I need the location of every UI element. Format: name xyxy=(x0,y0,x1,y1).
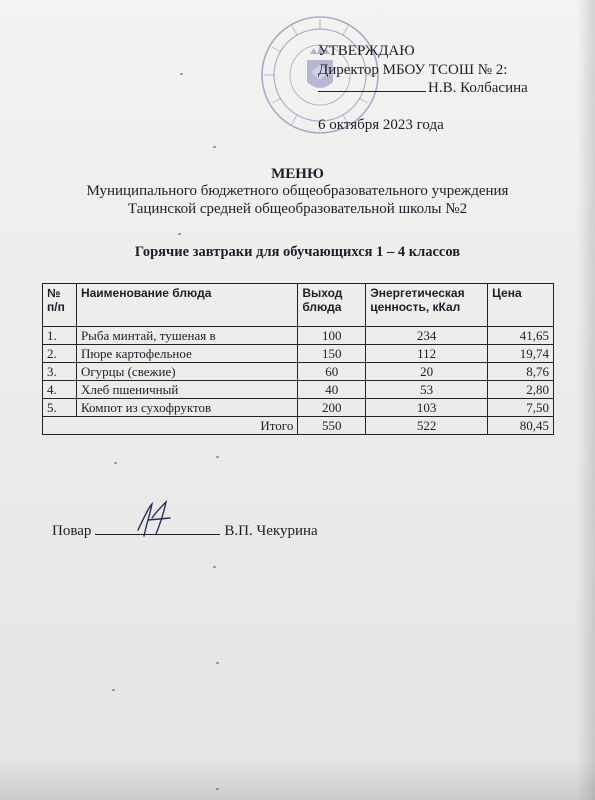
paper-speck xyxy=(213,566,216,568)
total-label: Итого xyxy=(43,417,298,435)
header-name: Наименование блюда xyxy=(76,284,297,327)
row-output: 40 xyxy=(298,381,366,399)
director-signature-underline xyxy=(318,91,426,92)
approval-director: Директор МБОУ ТСОШ № 2: xyxy=(318,62,508,78)
total-output: 550 xyxy=(298,417,366,435)
row-energy: 112 xyxy=(366,345,488,363)
cook-signature-underline xyxy=(95,520,220,535)
row-price: 19,74 xyxy=(488,345,554,363)
row-num: 1. xyxy=(43,327,77,345)
row-dish-name: Огурцы (свежие) xyxy=(76,363,297,381)
row-output: 60 xyxy=(298,363,366,381)
paper-speck xyxy=(112,689,115,691)
row-dish-name: Рыба минтай, тушеная в xyxy=(76,327,297,345)
row-num: 4. xyxy=(43,381,77,399)
row-energy: 103 xyxy=(366,399,488,417)
cook-signature-block xyxy=(52,520,318,540)
table-row xyxy=(43,381,554,399)
row-output: 150 xyxy=(298,345,366,363)
table-total-row xyxy=(43,417,554,435)
table-row xyxy=(43,399,554,417)
approval-heading: УТВЕРЖДАЮ xyxy=(318,43,415,59)
paper-speck xyxy=(180,73,183,75)
organization-line-1: Муниципального бюджетного общеобразовательного учреждения xyxy=(86,183,509,199)
cook-name: В.П. Чекурина xyxy=(224,523,318,539)
table-row xyxy=(43,345,554,363)
row-energy: 53 xyxy=(366,381,488,399)
organization-line-2: Тацинской средней общеобразовательной школы №2 xyxy=(127,201,468,217)
row-price: 7,50 xyxy=(488,399,554,417)
menu-subtitle: Горячие завтраки для обучающихся 1 – 4 классов xyxy=(134,244,461,260)
row-dish-name: Хлеб пшеничный xyxy=(76,381,297,399)
page-edge-shadow xyxy=(577,0,595,800)
paper-speck xyxy=(213,146,216,148)
page-bottom-shadow xyxy=(0,760,595,800)
row-num: 3. xyxy=(43,363,77,381)
approval-block xyxy=(318,42,528,97)
director-name: Н.В. Колбасина xyxy=(428,80,528,96)
total-energy: 522 xyxy=(366,417,488,435)
row-output: 200 xyxy=(298,399,366,417)
header-energy: Энергетическая ценность, кКал xyxy=(366,284,488,327)
table-row xyxy=(43,363,554,381)
header-num: № п/п xyxy=(43,284,77,327)
row-price: 8,76 xyxy=(488,363,554,381)
paper-speck xyxy=(216,662,219,664)
row-energy: 234 xyxy=(366,327,488,345)
approval-date: 6 октября 2023 года xyxy=(318,117,444,133)
approval-signature-line xyxy=(318,79,528,97)
row-dish-name: Компот из сухофруктов xyxy=(76,399,297,417)
paper-speck xyxy=(178,233,181,235)
row-price: 41,65 xyxy=(488,327,554,345)
paper-speck xyxy=(114,462,117,464)
row-num: 2. xyxy=(43,345,77,363)
header-output: Выход блюда xyxy=(298,284,366,327)
paper-speck xyxy=(216,456,219,458)
header-price: Цена xyxy=(488,284,554,327)
total-price: 80,45 xyxy=(488,417,554,435)
row-num: 5. xyxy=(43,399,77,417)
cook-label: Повар xyxy=(52,523,92,539)
menu-table xyxy=(42,283,554,435)
row-energy: 20 xyxy=(366,363,488,381)
table-header-row xyxy=(43,284,554,327)
menu-title: МЕНЮ xyxy=(271,166,324,182)
row-price: 2,80 xyxy=(488,381,554,399)
table-row xyxy=(43,327,554,345)
row-dish-name: Пюре картофельное xyxy=(76,345,297,363)
row-output: 100 xyxy=(298,327,366,345)
